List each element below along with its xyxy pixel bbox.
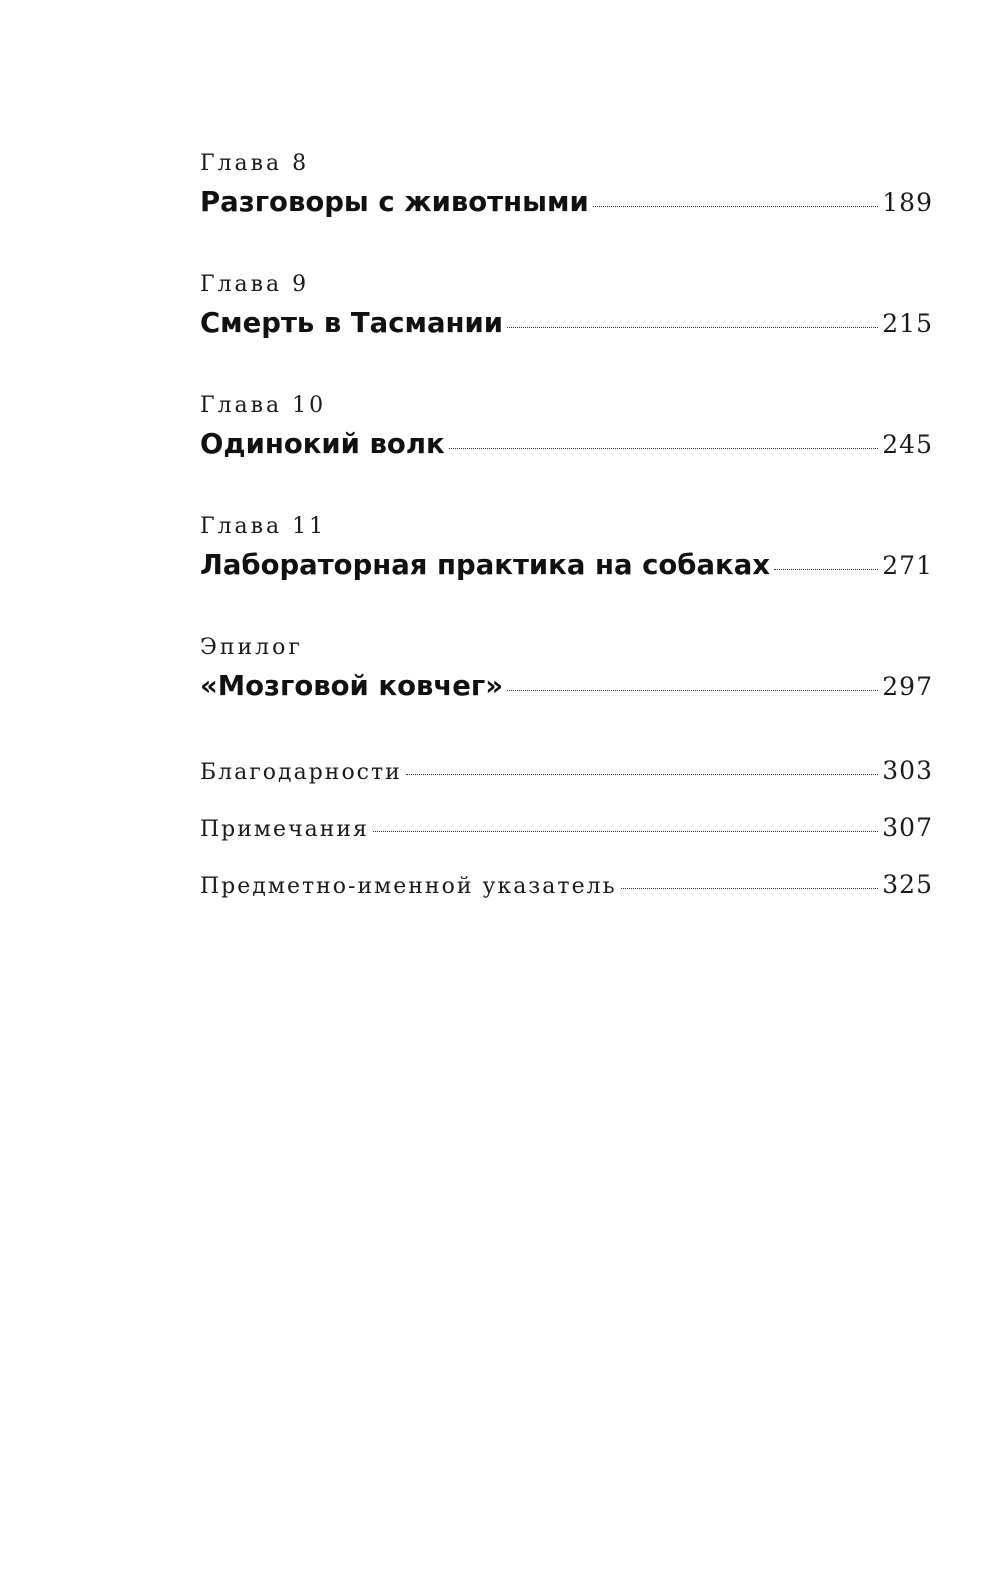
dot-leader bbox=[621, 888, 879, 889]
page-number: 245 bbox=[882, 430, 933, 459]
toc-entry-acknowledgements bbox=[200, 744, 933, 801]
page-number: 271 bbox=[882, 551, 933, 580]
chapter-title: Лабораторная практика на собаках bbox=[200, 549, 770, 581]
chapter-title: Разговоры с животными bbox=[200, 186, 589, 218]
toc-line bbox=[200, 178, 933, 226]
dot-leader bbox=[774, 569, 878, 570]
dot-leader bbox=[373, 831, 878, 832]
page-number: 215 bbox=[882, 309, 933, 338]
toc-line bbox=[200, 744, 933, 801]
toc-entry-chapter-8 bbox=[200, 150, 933, 260]
chapter-label: Глава 8 bbox=[200, 151, 310, 176]
chapter-label: Эпилог bbox=[200, 635, 303, 660]
page-number: 307 bbox=[882, 813, 933, 842]
section-title: Благодарности bbox=[200, 760, 402, 785]
toc-line bbox=[200, 801, 933, 858]
toc-line bbox=[200, 662, 933, 710]
dot-leader bbox=[593, 206, 879, 207]
toc-entry-epilogue bbox=[200, 634, 933, 744]
chapter-title: Одинокий волк bbox=[200, 428, 445, 460]
dot-leader bbox=[507, 327, 878, 328]
page-number: 325 bbox=[882, 870, 933, 899]
page-number: 303 bbox=[882, 756, 933, 785]
chapter-label: Глава 9 bbox=[200, 272, 310, 297]
section-title: Предметно-именной указатель bbox=[200, 874, 617, 899]
toc-line bbox=[200, 541, 933, 589]
section-title: Примечания bbox=[200, 817, 369, 842]
chapter-title: «Мозговой ковчег» bbox=[200, 670, 504, 702]
dot-leader bbox=[406, 774, 878, 775]
chapter-title: Смерть в Тасмании bbox=[200, 307, 504, 339]
toc-entry-chapter-10 bbox=[200, 392, 933, 502]
chapter-label: Глава 10 bbox=[200, 393, 327, 418]
page-number: 297 bbox=[882, 672, 933, 701]
toc-entry-index bbox=[200, 858, 933, 915]
chapter-label: Глава 11 bbox=[200, 514, 327, 539]
dot-leader bbox=[449, 448, 879, 449]
toc-entry-chapter-9 bbox=[200, 271, 933, 381]
dot-leader bbox=[507, 690, 878, 691]
toc-line bbox=[200, 420, 933, 468]
toc-line bbox=[200, 858, 933, 915]
page-number: 189 bbox=[882, 188, 933, 217]
toc-entry-chapter-11 bbox=[200, 513, 933, 623]
table-of-contents bbox=[200, 150, 933, 915]
toc-entry-notes bbox=[200, 801, 933, 858]
toc-line bbox=[200, 299, 933, 347]
